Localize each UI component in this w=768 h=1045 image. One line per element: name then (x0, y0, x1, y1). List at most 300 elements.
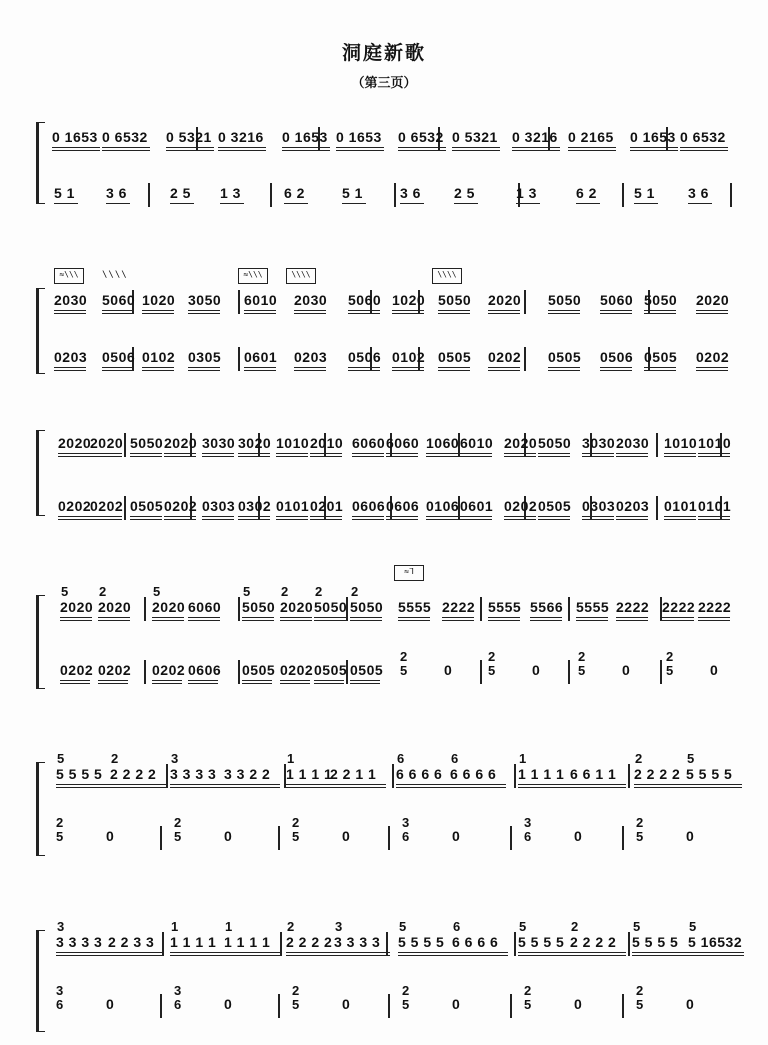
underline (330, 787, 386, 788)
underline (102, 370, 134, 371)
underline (294, 310, 326, 311)
underline (284, 203, 308, 204)
lower-rest: 0 (342, 996, 351, 1012)
underline (110, 784, 166, 785)
upper-stacked-note: 1 (171, 919, 179, 934)
lower-note-group: 0203 (294, 349, 328, 365)
lower-chord-note: 5 (636, 829, 644, 844)
upper-note-group: 2030 (616, 435, 650, 451)
underline (696, 313, 728, 314)
lower-rest: 0 (106, 996, 115, 1012)
tremolo-box-icon: ≈\\\ (54, 268, 84, 284)
underline (644, 313, 676, 314)
underline (218, 147, 266, 148)
lower-note-group: 0201 (310, 498, 344, 514)
barline (568, 660, 570, 684)
upper-note-group: 2020 (90, 435, 124, 451)
underline (164, 519, 196, 520)
underline (504, 519, 536, 520)
underline (426, 519, 458, 520)
underline (170, 787, 226, 788)
tremolo-box-icon: \\\\ (432, 268, 462, 284)
lower-note-group: 0606 (352, 498, 386, 514)
upper-note-group: 2020 (164, 435, 198, 451)
underline (504, 456, 536, 457)
underline (336, 147, 384, 148)
underline (98, 620, 130, 621)
underline (488, 310, 520, 311)
system-bracket-6 (36, 930, 45, 1032)
lower-note-group: 0601 (460, 498, 494, 514)
upper-stacked-note: 5 (153, 584, 161, 599)
underline (348, 310, 380, 311)
underline (644, 367, 676, 368)
barline (656, 433, 658, 457)
lower-staff-line (48, 983, 738, 1018)
upper-note-group: 6010 (460, 435, 494, 451)
barline (524, 347, 526, 371)
underline (244, 370, 276, 371)
underline (102, 367, 134, 368)
upper-note-group: 2 2 2 2 (634, 766, 681, 782)
underline (600, 313, 632, 314)
underline (110, 787, 166, 788)
underline (314, 683, 344, 684)
underline (450, 784, 506, 785)
underline (426, 453, 458, 454)
page-subtitle: （第三页） (351, 76, 417, 91)
underline (570, 955, 626, 956)
underline (576, 620, 608, 621)
upper-note-group: 2 2 2 2 (570, 934, 617, 950)
tremolo-mark-icon: \\\\ (102, 270, 128, 280)
barline (392, 764, 394, 788)
upper-note-group: 5555 (488, 599, 522, 615)
underline (164, 453, 196, 454)
underline (576, 203, 600, 204)
lower-rest: 0 (224, 996, 233, 1012)
upper-note-group: 5060 (600, 292, 634, 308)
upper-note-group: 2030 (294, 292, 328, 308)
lower-chord-note: 2 (524, 983, 532, 998)
underline (164, 516, 196, 517)
underline (244, 310, 276, 311)
underline (398, 617, 430, 618)
lower-chord-note: 5 (292, 829, 300, 844)
upper-note-group: 2020 (696, 292, 730, 308)
underline (398, 147, 446, 148)
underline (512, 150, 560, 151)
underline (58, 516, 90, 517)
lower-chord-note: 2 (56, 815, 64, 830)
lower-rest: 0 (710, 662, 719, 678)
underline (460, 516, 492, 517)
upper-note-group: 6010 (244, 292, 278, 308)
upper-note-group: 3 3 2 2 (224, 766, 271, 782)
underline (244, 367, 276, 368)
lower-note-group: 0202 (60, 662, 94, 678)
upper-note-group: 2020 (98, 599, 132, 615)
underline (56, 955, 112, 956)
underline (632, 952, 688, 953)
underline (106, 203, 130, 204)
system-bracket-4 (36, 595, 45, 689)
lower-staff-line (48, 649, 738, 684)
lower-note-group: 0203 (616, 498, 650, 514)
underline (630, 150, 678, 151)
lower-chord-note: 2 (488, 649, 496, 664)
barline (480, 597, 482, 621)
upper-staff-line (48, 433, 738, 457)
underline (188, 617, 220, 618)
upper-note-group: 5 16532 (688, 934, 743, 950)
lower-note-group: 0202 (164, 498, 198, 514)
underline (518, 955, 574, 956)
underline (392, 313, 424, 314)
underline (630, 147, 678, 148)
upper-note-group: 3 3 3 3 (334, 934, 381, 950)
underline (166, 150, 214, 151)
lower-chord-note: 5 (578, 663, 586, 678)
underline (152, 620, 184, 621)
underline (310, 519, 342, 520)
underline (548, 370, 580, 371)
underline (90, 519, 122, 520)
underline (188, 620, 220, 621)
underline (696, 310, 728, 311)
upper-note-group: 2222 (442, 599, 476, 615)
underline (698, 620, 730, 621)
upper-note-group: 1 1 1 1 (170, 934, 217, 950)
underline (488, 620, 520, 621)
lower-chord-note: 5 (488, 663, 496, 678)
underline (202, 456, 234, 457)
underline (350, 683, 380, 684)
barline (628, 764, 630, 788)
underline (548, 367, 580, 368)
underline (90, 516, 122, 517)
underline (452, 150, 500, 151)
underline (54, 313, 86, 314)
underline (58, 456, 90, 457)
upper-note-group: 2020 (152, 599, 186, 615)
upper-note-group: 6060 (352, 435, 386, 451)
underline (280, 680, 310, 681)
barline (278, 826, 280, 850)
upper-note-group: 3030 (202, 435, 236, 451)
underline (170, 955, 226, 956)
upper-note-group: 5 5 5 5 (632, 934, 679, 950)
underline (242, 680, 272, 681)
system-bracket-3 (36, 430, 45, 516)
lower-note-group: 5 1 (634, 185, 655, 201)
lower-chord-note: 5 (174, 829, 182, 844)
barline (124, 433, 126, 457)
lower-chord-note: 5 (636, 997, 644, 1012)
underline (398, 952, 454, 953)
barline (568, 597, 570, 621)
lower-note-group: 0506 (348, 349, 382, 365)
upper-note-group: 5555 (398, 599, 432, 615)
lower-note-group: 6 2 (576, 185, 597, 201)
barline (480, 660, 482, 684)
underline (386, 516, 418, 517)
underline (238, 456, 270, 457)
lower-note-group: 0202 (504, 498, 538, 514)
lower-staff-line (48, 815, 738, 850)
underline (698, 456, 730, 457)
upper-note-group: 6 6 6 6 (396, 766, 443, 782)
system-bracket-5 (36, 762, 45, 856)
lower-chord-note: 2 (666, 649, 674, 664)
underline (504, 516, 536, 517)
underline (350, 620, 382, 621)
underline (452, 952, 508, 953)
underline (352, 456, 384, 457)
barline (160, 994, 162, 1018)
underline (188, 310, 220, 311)
lower-note-group: 0505 (438, 349, 472, 365)
lower-note-group: 3 6 (400, 185, 421, 201)
tremolo-box-icon: \\\\ (286, 268, 316, 284)
underline (314, 680, 344, 681)
underline (664, 453, 696, 454)
upper-note-group: 6 6 6 6 (452, 934, 499, 950)
underline (698, 617, 730, 618)
underline (538, 453, 570, 454)
upper-note-group: 6 6 1 1 (570, 766, 617, 782)
underline (662, 620, 694, 621)
lower-note-group: 0101 (698, 498, 732, 514)
barline (166, 764, 168, 788)
upper-stacked-note: 5 (633, 919, 641, 934)
upper-staff-line (48, 751, 738, 788)
lower-chord-note: 3 (56, 983, 64, 998)
upper-note-group: 0 1653 (630, 129, 676, 145)
underline (238, 516, 270, 517)
underline (634, 203, 658, 204)
barline (144, 660, 146, 684)
underline (310, 456, 342, 457)
underline (616, 519, 648, 520)
lower-note-group: 0202 (280, 662, 314, 678)
barline (280, 932, 282, 956)
underline (108, 952, 164, 953)
underline (426, 456, 458, 457)
underline (102, 150, 150, 151)
underline (276, 519, 308, 520)
underline (202, 519, 234, 520)
upper-note-group: 5050 (538, 435, 572, 451)
underline (438, 310, 470, 311)
underline (188, 370, 220, 371)
lower-note-group: 0202 (152, 662, 186, 678)
upper-note-group: 1010 (698, 435, 732, 451)
underline (60, 617, 92, 618)
lower-note-group: 0601 (244, 349, 278, 365)
underline (698, 516, 730, 517)
underline (294, 370, 326, 371)
lower-chord-note: 3 (524, 815, 532, 830)
lower-chord-note: 6 (174, 997, 182, 1012)
lower-note-group: 0606 (386, 498, 420, 514)
lower-note-group: 5 1 (54, 185, 75, 201)
upper-stacked-note: 2 (111, 751, 119, 766)
underline (488, 370, 520, 371)
underline (548, 313, 580, 314)
barline (278, 994, 280, 1018)
underline (98, 680, 128, 681)
upper-note-group: 2222 (662, 599, 696, 615)
lower-chord-note: 5 (292, 997, 300, 1012)
lower-note-group: 0203 (54, 349, 88, 365)
barline (160, 826, 162, 850)
underline (130, 516, 162, 517)
lower-rest: 0 (532, 662, 541, 678)
underline (152, 683, 182, 684)
underline (688, 952, 744, 953)
barline (628, 932, 630, 956)
underline (576, 617, 608, 618)
underline (386, 519, 418, 520)
upper-note-group: 5050 (242, 599, 276, 615)
upper-note-group: 0 6532 (680, 129, 726, 145)
upper-note-group: 1020 (392, 292, 426, 308)
underline (392, 310, 424, 311)
underline (392, 367, 424, 368)
upper-note-group: 2030 (54, 292, 88, 308)
barline (270, 183, 272, 207)
lower-note-group: 1 3 (516, 185, 537, 201)
upper-note-group: 2222 (698, 599, 732, 615)
underline (98, 683, 128, 684)
underline (504, 453, 536, 454)
lower-chord-note: 5 (402, 997, 410, 1012)
underline (386, 453, 418, 454)
underline (242, 617, 274, 618)
underline (516, 203, 540, 204)
upper-note-group: 1060 (426, 435, 460, 451)
barline (514, 764, 516, 788)
lower-note-group: 2 5 (170, 185, 191, 201)
barline (238, 597, 240, 621)
underline (130, 519, 162, 520)
upper-stacked-note: 2 (287, 919, 295, 934)
upper-stacked-note: 5 (687, 751, 695, 766)
underline (664, 516, 696, 517)
lower-note-group: 0202 (98, 662, 132, 678)
lower-note-group: 0505 (350, 662, 384, 678)
lower-rest: 0 (106, 828, 115, 844)
lower-note-group: 3 6 (106, 185, 127, 201)
upper-note-group: 5050 (548, 292, 582, 308)
upper-stacked-note: 1 (225, 919, 233, 934)
upper-stacked-note: 5 (61, 584, 69, 599)
lower-chord-note: 5 (400, 663, 408, 678)
upper-staff-line (48, 127, 738, 151)
underline (538, 519, 570, 520)
lower-rest: 0 (686, 996, 695, 1012)
underline (334, 955, 390, 956)
underline (334, 952, 390, 953)
lower-note-group: 0202 (696, 349, 730, 365)
upper-note-group: 0 6532 (398, 129, 444, 145)
barline (394, 183, 396, 207)
upper-note-group: 0 3216 (218, 129, 264, 145)
underline (398, 150, 446, 151)
upper-note-group: 1 1 1 1 (224, 934, 271, 950)
underline (276, 456, 308, 457)
underline (570, 787, 626, 788)
underline (352, 516, 384, 517)
lower-note-group: 5 1 (342, 185, 363, 201)
underline (56, 784, 112, 785)
underline (170, 952, 226, 953)
underline (164, 456, 196, 457)
underline (460, 453, 492, 454)
underline (238, 453, 270, 454)
upper-stacked-note: 6 (451, 751, 459, 766)
underline (664, 519, 696, 520)
upper-stacked-note: 5 (243, 584, 251, 599)
underline (348, 370, 380, 371)
upper-note-group: 5 5 5 5 (56, 766, 103, 782)
lower-chord-note: 2 (636, 815, 644, 830)
underline (142, 367, 174, 368)
underline (188, 313, 220, 314)
underline (58, 453, 90, 454)
upper-stacked-note: 2 (571, 919, 579, 934)
upper-note-group: 6 6 6 6 (450, 766, 497, 782)
upper-note-group: 2020 (58, 435, 92, 451)
upper-note-group: 1 1 1 1 (518, 766, 565, 782)
underline (530, 617, 562, 618)
upper-note-group: 2 2 2 2 (286, 934, 333, 950)
barline (238, 660, 240, 684)
lower-chord-note: 2 (636, 983, 644, 998)
underline (664, 456, 696, 457)
lower-chord-note: 5 (524, 997, 532, 1012)
upper-note-group: 5566 (530, 599, 564, 615)
underline (90, 453, 122, 454)
upper-note-group: 5050 (644, 292, 678, 308)
underline (460, 456, 492, 457)
barline (514, 932, 516, 956)
underline (442, 620, 474, 621)
underline (342, 203, 366, 204)
lower-note-group: 0506 (600, 349, 634, 365)
upper-stacked-note: 6 (453, 919, 461, 934)
underline (242, 683, 272, 684)
underline (616, 453, 648, 454)
underline (600, 310, 632, 311)
underline (452, 147, 500, 148)
lower-chord-note: 2 (402, 983, 410, 998)
upper-note-group: 3030 (582, 435, 616, 451)
lower-note-group: 0102 (142, 349, 176, 365)
upper-staff-line (48, 290, 738, 314)
barline (388, 994, 390, 1018)
lower-chord-note: 6 (524, 829, 532, 844)
underline (170, 203, 194, 204)
underline (426, 516, 458, 517)
upper-note-group: 5050 (350, 599, 384, 615)
lower-chord-note: 2 (292, 815, 300, 830)
underline (616, 456, 648, 457)
upper-note-group: 6060 (188, 599, 222, 615)
upper-note-group: 1010 (664, 435, 698, 451)
upper-stacked-note: 5 (519, 919, 527, 934)
